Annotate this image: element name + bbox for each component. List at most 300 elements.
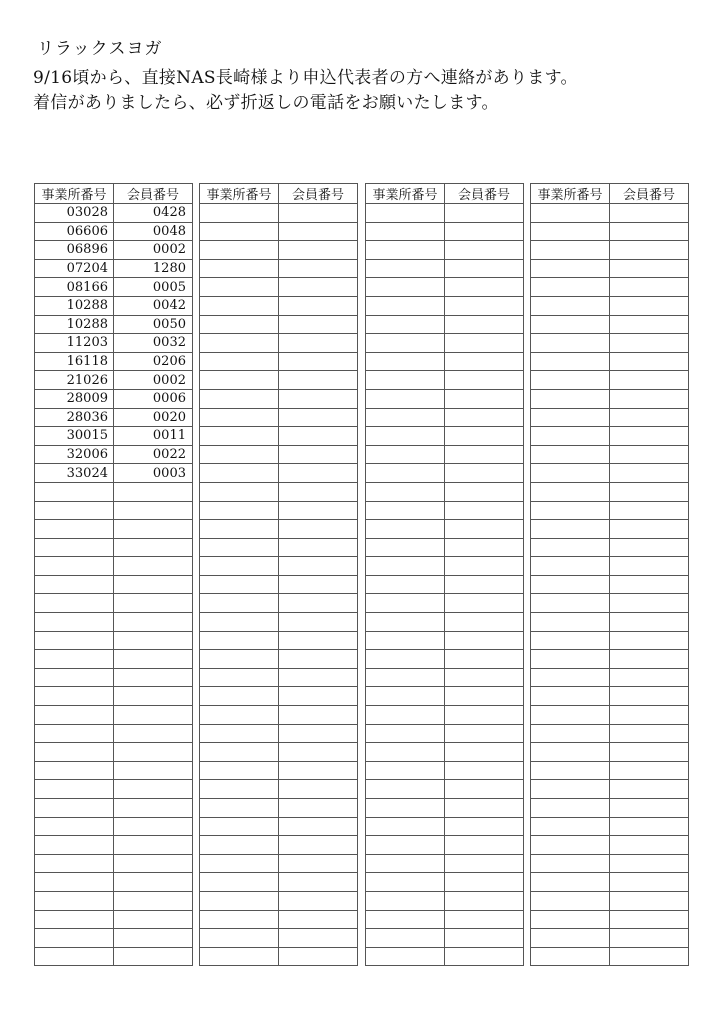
table-row: [531, 222, 689, 241]
office-number-cell: [200, 501, 279, 520]
office-number-cell: 10288: [35, 315, 114, 334]
table-row: [200, 371, 358, 390]
office-number-cell: [531, 259, 610, 278]
table-row: [200, 594, 358, 613]
office-number-cell: [531, 854, 610, 873]
office-number-cell: [531, 204, 610, 223]
office-number-cell: [531, 408, 610, 427]
office-number-cell: [200, 706, 279, 725]
table-row: [531, 836, 689, 855]
table-row: [366, 780, 524, 799]
office-number-cell: [366, 668, 445, 687]
office-number-cell: [200, 910, 279, 929]
table-row: [531, 910, 689, 929]
member-number-cell: [445, 799, 524, 818]
office-number-cell: 33024: [35, 464, 114, 483]
office-number-cell: [200, 854, 279, 873]
table-row: [531, 296, 689, 315]
office-number-cell: [200, 613, 279, 632]
table-row: [200, 929, 358, 948]
table-row: [35, 929, 193, 948]
member-number-cell: [279, 315, 358, 334]
table-row: [531, 278, 689, 297]
office-number-cell: [531, 575, 610, 594]
member-number-cell: 0002: [114, 241, 193, 260]
table-row: [35, 241, 193, 260]
table-row: [35, 743, 193, 762]
table-row: [531, 315, 689, 334]
office-number-cell: [200, 389, 279, 408]
table-row: [200, 743, 358, 762]
member-number-cell: [114, 668, 193, 687]
office-number-cell: [35, 594, 114, 613]
office-number-cell: [35, 817, 114, 836]
member-number-cell: [445, 687, 524, 706]
notice-line-1: 9/16頃から、直接NAS長崎様より申込代表者の方へ連絡があります。: [33, 68, 578, 88]
office-number-cell: [531, 557, 610, 576]
member-number-cell: [445, 222, 524, 241]
table-row: [35, 334, 193, 353]
member-number-cell: [279, 780, 358, 799]
member-number-cell: [610, 259, 689, 278]
office-number-cell: [35, 891, 114, 910]
office-number-cell: [531, 427, 610, 446]
member-number-cell: [279, 650, 358, 669]
table-row: [531, 464, 689, 483]
member-number-cell: [114, 631, 193, 650]
office-number-cell: 28009: [35, 389, 114, 408]
table-row: [366, 873, 524, 892]
table-row: [531, 427, 689, 446]
office-number-cell: [200, 817, 279, 836]
member-number-cell: [114, 520, 193, 539]
member-number-cell: [279, 222, 358, 241]
member-number-cell: [610, 668, 689, 687]
table-row: [35, 910, 193, 929]
member-number-cell: [445, 575, 524, 594]
office-number-cell: [366, 501, 445, 520]
office-number-cell: [366, 408, 445, 427]
member-number-cell: [610, 780, 689, 799]
member-number-cell: [114, 482, 193, 501]
office-number-cell: [35, 706, 114, 725]
table-row: [531, 575, 689, 594]
office-number-cell: [366, 427, 445, 446]
office-number-cell: 30015: [35, 427, 114, 446]
table-row: [366, 668, 524, 687]
member-number-cell: [279, 706, 358, 725]
office-number-cell: [531, 222, 610, 241]
member-number-cell: [279, 613, 358, 632]
office-number-cell: [531, 594, 610, 613]
table-row: [200, 204, 358, 223]
table-row: [200, 836, 358, 855]
table-row: [366, 520, 524, 539]
office-number-cell: [531, 817, 610, 836]
office-number-cell: [200, 408, 279, 427]
table-row: [531, 520, 689, 539]
table-row: [35, 799, 193, 818]
office-number-cell: [531, 371, 610, 390]
member-number-cell: [279, 836, 358, 855]
member-number-cell: [279, 631, 358, 650]
office-number-cell: [366, 780, 445, 799]
member-number-cell: [445, 278, 524, 297]
office-number-cell: [35, 799, 114, 818]
member-number-cell: [114, 575, 193, 594]
table-row: [200, 613, 358, 632]
member-number-cell: [114, 761, 193, 780]
table-row: [35, 520, 193, 539]
member-number-cell: [610, 575, 689, 594]
member-number-cell: [114, 743, 193, 762]
table-row: [200, 445, 358, 464]
table-row: [200, 631, 358, 650]
member-number-cell: [610, 315, 689, 334]
table-row: [531, 631, 689, 650]
member-number-cell: [114, 836, 193, 855]
table-row: [531, 613, 689, 632]
office-number-header: 事業所番号: [531, 184, 610, 204]
table-row: [531, 352, 689, 371]
office-number-cell: [200, 520, 279, 539]
office-number-cell: [366, 464, 445, 483]
table-row: [200, 557, 358, 576]
table-row: [531, 371, 689, 390]
office-number-cell: [531, 445, 610, 464]
member-number-cell: 0206: [114, 352, 193, 371]
member-number-cell: [279, 873, 358, 892]
member-number-cell: [445, 315, 524, 334]
office-number-cell: [366, 575, 445, 594]
table-row: [35, 575, 193, 594]
member-number-cell: [279, 947, 358, 966]
member-number-cell: [445, 631, 524, 650]
member-number-cell: [114, 501, 193, 520]
member-number-cell: [610, 613, 689, 632]
office-number-cell: [366, 389, 445, 408]
office-number-cell: [531, 278, 610, 297]
member-number-cell: [279, 501, 358, 520]
member-number-cell: [445, 910, 524, 929]
table-row: [531, 650, 689, 669]
member-number-cell: [445, 817, 524, 836]
table-row: [35, 594, 193, 613]
office-number-cell: [200, 631, 279, 650]
member-number-cell: [610, 352, 689, 371]
office-number-cell: [531, 873, 610, 892]
table-row: [366, 613, 524, 632]
office-number-cell: [366, 538, 445, 557]
member-number-cell: [610, 761, 689, 780]
office-number-cell: [200, 445, 279, 464]
office-number-cell: [531, 668, 610, 687]
member-number-cell: [279, 594, 358, 613]
member-number-cell: [610, 873, 689, 892]
member-number-cell: [279, 910, 358, 929]
office-number-cell: [35, 947, 114, 966]
table-row: [35, 836, 193, 855]
table-row: [531, 891, 689, 910]
table-row: [366, 389, 524, 408]
table-row: [35, 501, 193, 520]
office-number-cell: [366, 259, 445, 278]
office-number-cell: [531, 613, 610, 632]
member-number-cell: [610, 631, 689, 650]
member-number-cell: [610, 817, 689, 836]
office-number-cell: [35, 668, 114, 687]
office-number-cell: [200, 482, 279, 501]
table-row: [35, 315, 193, 334]
document-title: リラックスヨガ: [37, 39, 163, 59]
member-number-cell: [279, 204, 358, 223]
member-number-cell: [279, 427, 358, 446]
member-number-cell: [445, 761, 524, 780]
table-row: [531, 259, 689, 278]
table-row: [531, 204, 689, 223]
table-row: [35, 724, 193, 743]
table-header-row: [200, 184, 358, 204]
member-number-cell: [610, 445, 689, 464]
member-number-cell: [610, 706, 689, 725]
table-row: [200, 389, 358, 408]
table-row: [200, 891, 358, 910]
member-number-cell: [445, 873, 524, 892]
office-number-cell: [35, 538, 114, 557]
office-number-cell: [35, 929, 114, 948]
table-row: [35, 891, 193, 910]
office-number-cell: [366, 799, 445, 818]
table-row: [35, 352, 193, 371]
table-row: [531, 687, 689, 706]
member-number-cell: [114, 854, 193, 873]
office-number-cell: [200, 352, 279, 371]
table-row: [200, 687, 358, 706]
table-row: [531, 334, 689, 353]
member-number-cell: [445, 594, 524, 613]
office-number-cell: [35, 613, 114, 632]
table-row: [531, 780, 689, 799]
member-number-cell: [445, 947, 524, 966]
table-row: [531, 743, 689, 762]
table-row: [35, 817, 193, 836]
member-number-cell: [610, 501, 689, 520]
table-row: [35, 706, 193, 725]
member-number-cell: [279, 241, 358, 260]
member-number-cell: [279, 929, 358, 948]
table-row: [200, 780, 358, 799]
member-number-cell: [114, 594, 193, 613]
office-number-cell: [200, 222, 279, 241]
office-number-cell: [35, 482, 114, 501]
table-row: [366, 352, 524, 371]
table-row: [531, 538, 689, 557]
member-number-cell: [279, 352, 358, 371]
table-row: [366, 538, 524, 557]
office-number-header: 事業所番号: [200, 184, 279, 204]
office-number-cell: [200, 594, 279, 613]
table-row: [531, 817, 689, 836]
member-number-cell: 0002: [114, 371, 193, 390]
table-row: [531, 724, 689, 743]
member-number-cell: [114, 724, 193, 743]
member-number-cell: [445, 408, 524, 427]
office-number-cell: [366, 557, 445, 576]
member-number-cell: [610, 799, 689, 818]
member-number-cell: [445, 557, 524, 576]
table-row: [531, 761, 689, 780]
office-number-cell: [200, 873, 279, 892]
member-number-cell: [445, 668, 524, 687]
table-row: [35, 854, 193, 873]
table-row: [366, 334, 524, 353]
office-number-cell: [35, 873, 114, 892]
office-number-cell: [531, 724, 610, 743]
office-number-cell: [35, 501, 114, 520]
member-number-cell: [610, 427, 689, 446]
member-number-cell: 0020: [114, 408, 193, 427]
table-row: [200, 501, 358, 520]
office-number-cell: [531, 296, 610, 315]
member-number-cell: [445, 371, 524, 390]
table-row: [366, 836, 524, 855]
table-row: [366, 575, 524, 594]
table-row: [200, 538, 358, 557]
table-row: [366, 557, 524, 576]
table-row: [200, 278, 358, 297]
table-row: [366, 910, 524, 929]
office-number-cell: 03028: [35, 204, 114, 223]
office-number-cell: 32006: [35, 445, 114, 464]
table-row: [366, 259, 524, 278]
member-number-cell: [279, 575, 358, 594]
table-row: [531, 854, 689, 873]
office-number-cell: [200, 929, 279, 948]
office-number-cell: [35, 631, 114, 650]
office-number-cell: [200, 278, 279, 297]
table-row: [366, 445, 524, 464]
member-number-cell: 0003: [114, 464, 193, 483]
table-row: [531, 706, 689, 725]
office-number-cell: [531, 706, 610, 725]
member-number-cell: [610, 947, 689, 966]
office-number-cell: [200, 668, 279, 687]
member-number-cell: [445, 445, 524, 464]
office-number-cell: [35, 761, 114, 780]
table-row: [366, 799, 524, 818]
office-number-cell: 07204: [35, 259, 114, 278]
office-number-cell: [531, 891, 610, 910]
office-number-cell: [531, 464, 610, 483]
member-number-cell: [279, 687, 358, 706]
office-number-cell: 06896: [35, 241, 114, 260]
office-number-cell: [35, 575, 114, 594]
table-row: [35, 445, 193, 464]
member-number-cell: [279, 891, 358, 910]
member-number-cell: [279, 761, 358, 780]
office-number-cell: [366, 352, 445, 371]
table-row: [366, 371, 524, 390]
member-number-cell: [279, 817, 358, 836]
member-number-cell: [445, 204, 524, 223]
member-number-cell: [279, 371, 358, 390]
table-row: [35, 687, 193, 706]
member-number-cell: [114, 799, 193, 818]
member-number-cell: [610, 371, 689, 390]
member-number-cell: 0005: [114, 278, 193, 297]
member-number-cell: [610, 538, 689, 557]
office-number-cell: [531, 538, 610, 557]
office-number-cell: [366, 371, 445, 390]
office-number-cell: [366, 910, 445, 929]
office-number-cell: 16118: [35, 352, 114, 371]
table-row: [531, 929, 689, 948]
office-number-cell: [366, 631, 445, 650]
table-row: [200, 817, 358, 836]
office-number-cell: [366, 482, 445, 501]
member-table-4: [530, 183, 689, 966]
table-row: [531, 445, 689, 464]
office-number-cell: [366, 854, 445, 873]
office-number-cell: [366, 817, 445, 836]
office-number-cell: [531, 334, 610, 353]
table-row: [35, 427, 193, 446]
member-number-cell: [610, 222, 689, 241]
table-row: [200, 259, 358, 278]
member-number-cell: [445, 259, 524, 278]
office-number-cell: [366, 334, 445, 353]
office-number-cell: [531, 482, 610, 501]
table-row: [35, 278, 193, 297]
table-row: [200, 910, 358, 929]
office-number-cell: [531, 241, 610, 260]
table-row: [35, 296, 193, 315]
member-number-cell: 0042: [114, 296, 193, 315]
member-number-cell: [610, 743, 689, 762]
member-number-cell: [445, 538, 524, 557]
member-number-cell: [445, 427, 524, 446]
member-number-cell: [279, 278, 358, 297]
table-row: [366, 278, 524, 297]
office-number-header: 事業所番号: [35, 184, 114, 204]
member-number-cell: [114, 947, 193, 966]
table-row: [366, 482, 524, 501]
office-number-cell: [35, 650, 114, 669]
office-number-cell: [366, 947, 445, 966]
member-number-cell: [445, 389, 524, 408]
member-number-cell: [610, 687, 689, 706]
office-number-cell: [35, 854, 114, 873]
office-number-cell: [200, 743, 279, 762]
member-number-cell: 0006: [114, 389, 193, 408]
member-number-cell: [610, 464, 689, 483]
table-row: [366, 891, 524, 910]
office-number-cell: [200, 891, 279, 910]
member-number-cell: 1280: [114, 259, 193, 278]
table-row: [366, 204, 524, 223]
member-number-cell: [445, 891, 524, 910]
office-number-cell: [200, 371, 279, 390]
office-number-cell: 28036: [35, 408, 114, 427]
office-number-cell: [531, 501, 610, 520]
office-number-cell: [531, 631, 610, 650]
table-row: [366, 761, 524, 780]
office-number-cell: [366, 724, 445, 743]
table-row: [531, 799, 689, 818]
table-row: [531, 501, 689, 520]
member-number-cell: [610, 241, 689, 260]
notice-line-2: 着信がありましたら、必ず折返しの電話をお願いたします。: [33, 93, 499, 113]
